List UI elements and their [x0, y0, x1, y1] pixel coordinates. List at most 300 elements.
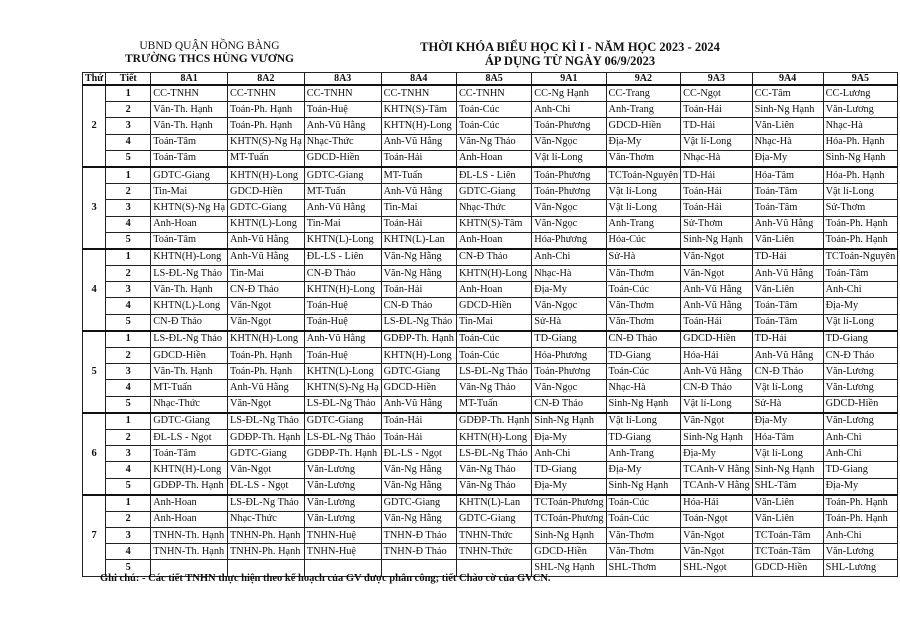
lesson-cell: KHTN(L)-Long — [151, 298, 228, 314]
lesson-cell: Văn-Ngọc — [532, 134, 606, 150]
lesson-cell: Địa-My — [532, 478, 606, 495]
lesson-cell: SHL-Thơm — [606, 560, 681, 576]
lesson-cell: Toán-Cúc — [456, 118, 531, 134]
lesson-cell: ĐL-LS - Ngọt — [151, 429, 228, 445]
lesson-cell: Vật lí-Long — [606, 413, 681, 430]
lesson-cell: KHTN(H)-Long — [151, 249, 228, 266]
lesson-cell: Anh-Vũ Hằng — [752, 348, 823, 364]
lesson-cell: GDCD-Hiền — [304, 150, 381, 167]
lesson-cell: TD-Giang — [606, 429, 681, 445]
lesson-cell: Sử-Hà — [752, 396, 823, 413]
lesson-cell: Sinh-Ng Hạnh — [681, 429, 752, 445]
lesson-cell: GDĐP-Th. Hạnh — [151, 478, 228, 495]
table-row — [83, 528, 898, 544]
lesson-cell: Địa-My — [823, 298, 898, 314]
lesson-cell: TD-Hải — [752, 249, 823, 266]
lesson-cell: TNHN-Đ Thảo — [381, 528, 456, 544]
table-row — [83, 495, 898, 512]
lesson-cell: Vật lí-Long — [752, 446, 823, 462]
lesson-cell: Địa-My — [681, 446, 752, 462]
lesson-cell: Nhạc-Hà — [823, 118, 898, 134]
lesson-cell: Toán-Hải — [681, 314, 752, 331]
lesson-cell: Toán-Ph. Hạnh — [823, 232, 898, 249]
lesson-cell: CC-Tâm — [752, 85, 823, 102]
lesson-cell: LS-ĐL-Ng Thảo — [151, 331, 228, 348]
lesson-cell: KHTN(S)-Ng Hạ — [228, 134, 305, 150]
lesson-cell: TD-Hải — [681, 118, 752, 134]
period-cell: 5 — [106, 396, 151, 413]
period-cell: 4 — [106, 216, 151, 232]
lesson-cell: Văn-Ngọc — [532, 380, 606, 396]
column-header-class: 8A3 — [304, 73, 381, 86]
column-header-class: 9A2 — [606, 73, 681, 86]
lesson-cell: Văn-Ng Hằng — [381, 266, 456, 282]
table-row — [83, 544, 898, 560]
lesson-cell: Anh-Vũ Hằng — [381, 396, 456, 413]
lesson-cell: Tin-Mai — [151, 184, 228, 200]
lesson-cell: Anh-Chi — [532, 102, 606, 118]
table-row — [83, 298, 898, 314]
lesson-cell: CC-Trang — [606, 85, 681, 102]
lesson-cell: Văn-Thơm — [606, 528, 681, 544]
column-header-class: 9A1 — [532, 73, 606, 86]
lesson-cell: CN-Đ Thảo — [304, 266, 381, 282]
lesson-cell: KHTN(S)-Ng Hạ — [151, 200, 228, 216]
lesson-cell: LS-ĐL-Ng Thảo — [456, 364, 531, 380]
lesson-cell: Sinh-Ng Hạnh — [532, 413, 606, 430]
lesson-cell: ĐL-LS - Ngọt — [381, 446, 456, 462]
lesson-cell: SHL-Tâm — [752, 478, 823, 495]
lesson-cell: Nhạc-Hà — [752, 134, 823, 150]
table-row — [83, 282, 898, 298]
lesson-cell: Văn-Ngọc — [532, 298, 606, 314]
lesson-cell: Văn-Thơm — [606, 544, 681, 560]
period-cell: 5 — [106, 560, 151, 576]
lesson-cell: ĐL-LS - Liên — [304, 249, 381, 266]
lesson-cell: LS-ĐL-Ng Thảo — [304, 429, 381, 445]
lesson-cell: KHTN(H)-Long — [304, 282, 381, 298]
table-row — [83, 216, 898, 232]
lesson-cell: CC-Ng Hạnh — [532, 85, 606, 102]
lesson-cell: Văn-Thơm — [606, 150, 681, 167]
lesson-cell: Toán-Cúc — [606, 495, 681, 512]
lesson-cell: Anh-Hoan — [151, 511, 228, 527]
period-cell: 3 — [106, 282, 151, 298]
table-row — [83, 134, 898, 150]
lesson-cell: CC-TNHN — [304, 85, 381, 102]
period-cell: 3 — [106, 528, 151, 544]
period-cell: 5 — [106, 314, 151, 331]
lesson-cell: Toán-Tâm — [151, 232, 228, 249]
period-cell: 3 — [106, 200, 151, 216]
lesson-cell: Văn-Ngọt — [681, 544, 752, 560]
lesson-cell: Toán-Ph. Hạnh — [228, 364, 305, 380]
lesson-cell: KHTN(S)-Tâm — [381, 102, 456, 118]
lesson-cell: TD-Giang — [606, 348, 681, 364]
lesson-cell: Văn-Ngọt — [228, 298, 305, 314]
column-header-class: 8A4 — [381, 73, 456, 86]
lesson-cell: Toán-Huệ — [304, 348, 381, 364]
lesson-cell: TCToán-Nguyên — [823, 249, 898, 266]
lesson-cell: GDĐP-Th. Hạnh — [456, 413, 531, 430]
table-row — [83, 364, 898, 380]
lesson-cell: Anh-Vũ Hằng — [228, 232, 305, 249]
lesson-cell: Văn-Liên — [752, 495, 823, 512]
lesson-cell: Văn-Ng Thảo — [456, 462, 531, 478]
lesson-cell: Văn-Ng Thảo — [456, 478, 531, 495]
lesson-cell: Toán-Ngọt — [681, 511, 752, 527]
timetable-title: THỜI KHÓA BIỂU HỌC KÌ I - NĂM HỌC 2023 - 2024 — [420, 40, 720, 54]
day-cell: 7 — [83, 495, 106, 576]
lesson-cell: Toán-Huệ — [304, 102, 381, 118]
lesson-cell: Văn-Thơm — [606, 298, 681, 314]
lesson-cell: GDTC-Giang — [228, 200, 305, 216]
column-header-period: Tiết — [106, 73, 151, 86]
lesson-cell: Sử-Thơm — [681, 216, 752, 232]
footnote: Ghi chú: - Các tiết TNHN thực hiện theo kế hoạch của GV được phân công; tiết Chào cờ của GVCN. — [100, 573, 551, 584]
lesson-cell: Văn-Th. Hạnh — [151, 118, 228, 134]
lesson-cell: Toán-Hải — [381, 216, 456, 232]
table-row — [83, 249, 898, 266]
lesson-cell: TNHN-Huệ — [304, 528, 381, 544]
lesson-cell: Toán-Tâm — [151, 150, 228, 167]
lesson-cell: Văn-Ngọc — [532, 200, 606, 216]
lesson-cell: Toán-Ph. Hạnh — [228, 348, 305, 364]
lesson-cell: Toán-Hải — [381, 429, 456, 445]
lesson-cell: Anh-Chi — [823, 446, 898, 462]
lesson-cell: CC-TNHN — [151, 85, 228, 102]
period-cell: 5 — [106, 232, 151, 249]
lesson-cell: Toán-Hải — [681, 200, 752, 216]
lesson-cell: Hóa-Tâm — [752, 429, 823, 445]
lesson-cell: Nhạc-Thức — [456, 200, 531, 216]
column-header-class: 9A5 — [823, 73, 898, 86]
lesson-cell: LS-ĐL-Ng Thảo — [151, 266, 228, 282]
lesson-cell: Sử-Hà — [532, 314, 606, 331]
day-cell: 2 — [83, 85, 106, 167]
period-cell: 4 — [106, 462, 151, 478]
lesson-cell: Toán-Phương — [532, 184, 606, 200]
period-cell: 3 — [106, 364, 151, 380]
lesson-cell: Toán-Hải — [681, 102, 752, 118]
lesson-cell: GDTC-Giang — [151, 413, 228, 430]
lesson-cell: TD-Giang — [823, 462, 898, 478]
lesson-cell: Văn-Lương — [823, 364, 898, 380]
lesson-cell: Văn-Lương — [304, 511, 381, 527]
lesson-cell: Anh-Hoan — [151, 495, 228, 512]
lesson-cell: KHTN(S)-Tâm — [456, 216, 531, 232]
lesson-cell: Toán-Ph. Hạnh — [823, 216, 898, 232]
lesson-cell: Vật lí-Long — [532, 150, 606, 167]
lesson-cell: Vật lí-Long — [681, 396, 752, 413]
period-cell: 2 — [106, 266, 151, 282]
lesson-cell: Văn-Thơm — [606, 314, 681, 331]
lesson-cell: Sinh-Ng Hạnh — [532, 528, 606, 544]
lesson-cell: CC-TNHN — [456, 85, 531, 102]
lesson-cell: Văn-Ng Hằng — [381, 249, 456, 266]
lesson-cell: Nhạc-Thức — [228, 511, 305, 527]
lesson-cell: CN-Đ Thảo — [823, 348, 898, 364]
lesson-cell: Vật lí-Long — [606, 184, 681, 200]
lesson-cell: GDTC-Giang — [381, 495, 456, 512]
lesson-cell: Nhạc-Hà — [606, 380, 681, 396]
column-header-class: 8A1 — [151, 73, 228, 86]
table-row — [83, 314, 898, 331]
lesson-cell: KHTN(H)-Long — [228, 331, 305, 348]
lesson-cell: Anh-Hoan — [151, 216, 228, 232]
lesson-cell: Văn-Lương — [304, 462, 381, 478]
lesson-cell: TCToán-Tâm — [752, 528, 823, 544]
lesson-cell: CN-Đ Thảo — [532, 396, 606, 413]
lesson-cell: Văn-Lương — [823, 380, 898, 396]
lesson-cell: CN-Đ Thảo — [228, 282, 305, 298]
period-cell: 1 — [106, 331, 151, 348]
school-name: TRƯỜNG THCS HÙNG VƯƠNG — [124, 53, 294, 65]
lesson-cell: Toán-Ph. Hạnh — [823, 495, 898, 512]
lesson-cell: Vật lí-Long — [752, 380, 823, 396]
period-cell: 5 — [106, 150, 151, 167]
lesson-cell: Địa-My — [752, 413, 823, 430]
lesson-cell: Văn-Ngọt — [228, 462, 305, 478]
lesson-cell: Anh-Trang — [606, 102, 681, 118]
lesson-cell: Vật lí-Long — [681, 134, 752, 150]
lesson-cell: Văn-Ngọt — [681, 249, 752, 266]
lesson-cell: Anh-Vũ Hằng — [304, 118, 381, 134]
lesson-cell: Toán-Tâm — [823, 266, 898, 282]
lesson-cell: TNHN-Đ Thảo — [381, 544, 456, 560]
table-row — [83, 462, 898, 478]
lesson-cell: KHTN(L)-Long — [228, 216, 305, 232]
lesson-cell: Sinh-Ng Hạnh — [752, 462, 823, 478]
table-row — [83, 331, 898, 348]
lesson-cell: Địa-My — [606, 134, 681, 150]
lesson-cell: Văn-Liên — [752, 232, 823, 249]
timetable-effective-date: ÁP DỤNG TỪ NGÀY 06/9/2023 — [484, 54, 656, 68]
period-cell: 2 — [106, 184, 151, 200]
lesson-cell: Văn-Ngọc — [532, 216, 606, 232]
lesson-cell: Nhạc-Hà — [681, 150, 752, 167]
lesson-cell: CC-Lương — [823, 85, 898, 102]
lesson-cell: Anh-Vũ Hằng — [752, 216, 823, 232]
lesson-cell: Văn-Ng Hằng — [381, 478, 456, 495]
lesson-cell: Toán-Hải — [381, 150, 456, 167]
lesson-cell: Văn-Th. Hạnh — [151, 102, 228, 118]
table-row — [83, 85, 898, 102]
lesson-cell: LS-ĐL-Ng Thảo — [228, 495, 305, 512]
column-header-class: 8A5 — [456, 73, 531, 86]
lesson-cell: Toán-Ph. Hạnh — [228, 118, 305, 134]
lesson-cell: Vật lí-Long — [823, 184, 898, 200]
lesson-cell: KHTN(L)-Lan — [456, 495, 531, 512]
lesson-cell: KHTN(L)-Long — [304, 364, 381, 380]
lesson-cell: Anh-Vũ Hằng — [381, 134, 456, 150]
lesson-cell: TNHN-Thức — [456, 544, 531, 560]
lesson-cell: Toán-Cúc — [456, 102, 531, 118]
period-cell: 2 — [106, 102, 151, 118]
lesson-cell: Anh-Hoan — [456, 282, 531, 298]
lesson-cell: Anh-Vũ Hằng — [681, 298, 752, 314]
lesson-cell: CC-TNHN — [228, 85, 305, 102]
lesson-cell: CN-Đ Thảo — [681, 380, 752, 396]
day-cell: 4 — [83, 249, 106, 331]
column-header-class: 9A3 — [681, 73, 752, 86]
lesson-cell: Toán-Tâm — [151, 446, 228, 462]
table-row — [83, 348, 898, 364]
period-cell: 2 — [106, 429, 151, 445]
column-header-day: Thứ — [83, 73, 106, 86]
lesson-cell: Hóa-Phương — [532, 232, 606, 249]
lesson-cell: Văn-Lương — [823, 102, 898, 118]
lesson-cell: Anh-Vũ Hằng — [304, 331, 381, 348]
lesson-cell: Toán-Tâm — [752, 184, 823, 200]
lesson-cell: TNHN-Ph. Hạnh — [228, 544, 305, 560]
period-cell: 2 — [106, 511, 151, 527]
lesson-cell: Tin-Mai — [456, 314, 531, 331]
lesson-cell: Nhạc-Thức — [151, 396, 228, 413]
lesson-cell: Địa-My — [606, 462, 681, 478]
lesson-cell: Anh-Trang — [606, 216, 681, 232]
lesson-cell: Sử-Thơm — [823, 200, 898, 216]
lesson-cell: Văn-Lương — [823, 413, 898, 430]
lesson-cell: Toán-Huệ — [304, 298, 381, 314]
table-row — [83, 102, 898, 118]
lesson-cell: Văn-Ng Hằng — [381, 511, 456, 527]
lesson-cell: Sinh-Ng Hạnh — [606, 478, 681, 495]
lesson-cell: GDTC-Giang — [456, 184, 531, 200]
lesson-cell: Văn-Liên — [752, 282, 823, 298]
lesson-cell: Sinh-Ng Hạnh — [606, 396, 681, 413]
lesson-cell: Anh-Vũ Hằng — [228, 249, 305, 266]
header-row — [83, 73, 898, 86]
lesson-cell: Nhạc-Hà — [532, 266, 606, 282]
lesson-cell: MT-Tuấn — [304, 184, 381, 200]
lesson-cell: Hóa-Phương — [532, 348, 606, 364]
lesson-cell: MT-Tuấn — [456, 396, 531, 413]
lesson-cell: Toán-Cúc — [456, 331, 531, 348]
lesson-cell: Anh-Hoan — [456, 232, 531, 249]
lesson-cell: Văn-Thơm — [606, 266, 681, 282]
lesson-cell: Toán-Cúc — [606, 364, 681, 380]
lesson-cell: Văn-Liên — [752, 118, 823, 134]
lesson-cell: GDTC-Giang — [228, 446, 305, 462]
table-row — [83, 380, 898, 396]
lesson-cell: KHTN(L)-Lan — [381, 232, 456, 249]
lesson-cell: Địa-My — [823, 478, 898, 495]
period-cell: 1 — [106, 495, 151, 512]
lesson-cell: LS-ĐL-Ng Thảo — [228, 413, 305, 430]
lesson-cell: Văn-Lương — [304, 495, 381, 512]
lesson-cell: Văn-Ngọt — [681, 266, 752, 282]
lesson-cell: SHL-Lương — [823, 560, 898, 576]
lesson-cell: Văn-Lương — [823, 544, 898, 560]
lesson-cell: Vật lí-Long — [606, 200, 681, 216]
lesson-cell: Sinh-Ng Hạnh — [752, 102, 823, 118]
lesson-cell: TNHN-Th. Hạnh — [151, 528, 228, 544]
table-row — [83, 478, 898, 495]
lesson-cell: TNHN-Th. Hạnh — [151, 544, 228, 560]
column-header-class: 9A4 — [752, 73, 823, 86]
lesson-cell: LS-ĐL-Ng Thảo — [381, 314, 456, 331]
lesson-cell: Tin-Mai — [304, 216, 381, 232]
lesson-cell: GDCD-Hiền — [228, 184, 305, 200]
period-cell: 3 — [106, 446, 151, 462]
lesson-cell: TCToán-Nguyên — [606, 167, 681, 184]
lesson-cell: TCToán-Phương — [532, 495, 606, 512]
lesson-cell: Anh-Vũ Hằng — [304, 200, 381, 216]
lesson-cell: CC-TNHN — [381, 85, 456, 102]
lesson-cell: SHL-Ng Hạnh — [532, 560, 606, 576]
lesson-cell: Anh-Vũ Hằng — [681, 282, 752, 298]
lesson-cell: TCToán-Tâm — [752, 544, 823, 560]
lesson-cell: GDĐP-Th. Hạnh — [304, 446, 381, 462]
lesson-cell: Toán-Tâm — [752, 298, 823, 314]
lesson-cell: Toán-Phương — [532, 364, 606, 380]
lesson-cell: Nhạc-Thức — [304, 134, 381, 150]
lesson-cell: GDĐP-Th. Hạnh — [228, 429, 305, 445]
table-row — [83, 232, 898, 249]
lesson-cell: SHL-Ngọt — [681, 560, 752, 576]
lesson-cell: Toán-Phương — [532, 118, 606, 134]
lesson-cell: Vật lí-Long — [823, 314, 898, 331]
table-row — [83, 184, 898, 200]
lesson-cell: TCAnh-V Hằng — [681, 478, 752, 495]
lesson-cell: Địa-My — [532, 282, 606, 298]
period-cell: 2 — [106, 348, 151, 364]
lesson-cell: Sử-Hà — [606, 249, 681, 266]
lesson-cell: Địa-My — [752, 150, 823, 167]
lesson-cell: TCAnh-V Hằng — [681, 462, 752, 478]
lesson-cell: Địa-My — [532, 429, 606, 445]
lesson-cell: TNHN-Thức — [456, 528, 531, 544]
lesson-cell: Anh-Vũ Hằng — [228, 380, 305, 396]
lesson-cell: Toán-Huệ — [304, 314, 381, 331]
lesson-cell: CN-Đ Thảo — [381, 298, 456, 314]
lesson-cell: Toán-Cúc — [606, 282, 681, 298]
lesson-cell: Hóa-Ph. Hạnh — [823, 134, 898, 150]
lesson-cell: Anh-Vũ Hằng — [681, 364, 752, 380]
lesson-cell: Hóa-Hải — [681, 348, 752, 364]
lesson-cell: Toán-Tâm — [752, 314, 823, 331]
lesson-cell: GDTC-Giang — [304, 167, 381, 184]
table-row — [83, 413, 898, 430]
lesson-cell: TD-Giang — [532, 331, 606, 348]
lesson-cell: Hóa-Hải — [681, 495, 752, 512]
lesson-cell: GDĐP-Th. Hạnh — [381, 331, 456, 348]
lesson-cell: GDCD-Hiền — [151, 348, 228, 364]
lesson-cell: Toán-Tâm — [752, 200, 823, 216]
lesson-cell: MT-Tuấn — [381, 167, 456, 184]
lesson-cell: KHTN(L)-Long — [304, 232, 381, 249]
period-cell: 3 — [106, 118, 151, 134]
lesson-cell: CN-Đ Thảo — [606, 331, 681, 348]
lesson-cell: Toán-Hải — [381, 282, 456, 298]
school-district-title: UBND QUẬN HỒNG BÀNG — [139, 40, 280, 52]
lesson-cell: TD-Giang — [823, 331, 898, 348]
lesson-cell: LS-ĐL-Ng Thảo — [304, 396, 381, 413]
lesson-cell: Toán-Cúc — [606, 511, 681, 527]
lesson-cell: Hóa-Cúc — [606, 232, 681, 249]
lesson-cell: Văn-Ng Thảo — [456, 380, 531, 396]
lesson-cell: CC-Ngọt — [681, 85, 752, 102]
period-cell: 4 — [106, 134, 151, 150]
lesson-cell: GDCD-Hiền — [381, 380, 456, 396]
lesson-cell: Hóa-Tâm — [752, 167, 823, 184]
table-row — [83, 396, 898, 413]
period-cell: 1 — [106, 249, 151, 266]
period-cell: 4 — [106, 380, 151, 396]
lesson-cell: Toán-Ph. Hạnh — [228, 102, 305, 118]
lesson-cell: KHTN(S)-Ng Hạ — [304, 380, 381, 396]
